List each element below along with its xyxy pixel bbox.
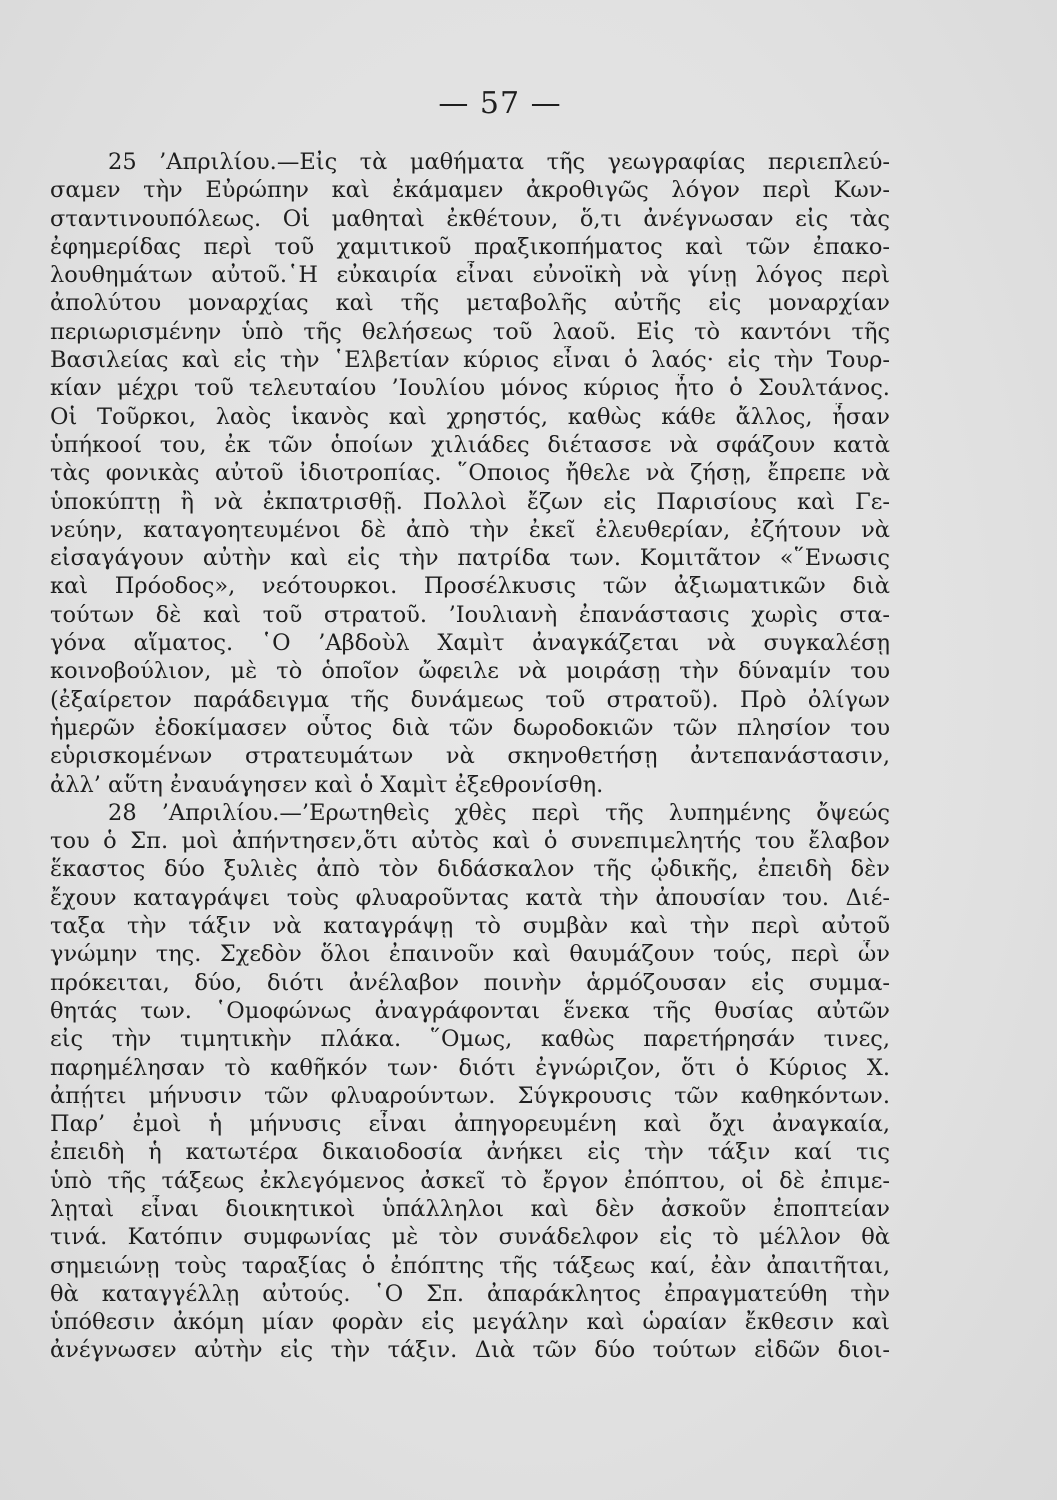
text-line: ἀπῄτει μήνυσιν τῶν φλυαρούντων. Σύγκρουσις τῶν καθηκόντων.: [50, 1082, 890, 1109]
text-line: 28 ’Απριλίου.—’Ερωτηθεὶς χθὲς περὶ τῆς λυπημένης ὄψεώς: [108, 799, 890, 826]
text-line: 25 ’Απριλίου.—Εἰς τὰ μαθήματα τῆς γεωγραφίας περιεπλεύ-: [108, 149, 890, 175]
text-line: λουθημάτων αὐτοῦ.῾Η εὐκαιρία εἶναι εὐνοϊκὴ νὰ γίνῃ λόγος περὶ: [50, 262, 890, 289]
text-line: γόνα αἵματος. ῾Ο ’Αβδοὺλ Χαμὶτ ἀναγκάζεται νὰ συγκαλέσῃ: [50, 630, 890, 657]
text-line: Οἱ Τοῦρκοι, λαὸς ἱκανὸς καὶ χρηστός, καθὼς κάθε ἄλλος, ἦσαν: [50, 403, 890, 430]
text-line: του ὁ Σπ. μοὶ ἀπήντησεν,ὅτι αὐτὸς καὶ ὁ συνεπιμελητής του ἔλαβον: [50, 828, 890, 855]
text-line: ὑπήκοοί του, ἐκ τῶν ὁποίων χιλιάδες διέτασσε νὰ σφάζουν κατὰ: [50, 431, 890, 458]
text-line: ἐπειδὴ ἡ κατωτέρα δικαιοδοσία ἀνήκει εἰς τὴν τάξιν καί τις: [50, 1139, 890, 1166]
text-line: ὑπόθεσιν ἀκόμη μίαν φορὰν εἰς μεγάλην καὶ ὡραίαν ἔκθεσιν καὶ: [50, 1309, 890, 1336]
text-line: πρόκειται, δύο, διότι ἀνέλαβον ποινὴν ἁρμόζουσαν εἰς συμμα-: [50, 969, 890, 996]
text-line: σημειώνῃ τοὺς ταραξίας ὁ ἐπόπτης τῆς τάξεως καί, ἐὰν ἀπαιτῆται,: [50, 1252, 890, 1279]
text-line: Παρ’ ἐμοὶ ἡ μήνυσις εἶναι ἀπηγορευμένη καὶ ὄχι ἀναγκαία,: [50, 1111, 890, 1138]
text-line: Βασιλείας καὶ εἰς τὴν ῾Ελβετίαν κύριος εἶναι ὁ λαός· εἰς τὴν Τουρ-: [50, 347, 890, 374]
text-line: θὰ καταγγέλλῃ αὐτούς. ῾Ο Σπ. ἀπαράκλητος ἐπραγματεύθη τὴν: [50, 1280, 890, 1307]
text-line: κοινοβούλιον, μὲ τὸ ὁποῖον ὤφειλε νὰ μοιράσῃ τὴν δύναμίν του: [50, 658, 890, 685]
text-line: ἔχουν καταγράψει τοὺς φλυαροῦντας κατὰ τὴν ἀπουσίαν του. Διέ-: [50, 884, 890, 911]
text-line: ἐφημερίδας περὶ τοῦ χαμιτικοῦ πραξικοπήματος καὶ τῶν ἐπακο-: [50, 233, 890, 260]
text-line: τούτων δὲ καὶ τοῦ στρατοῦ. ’Ιουλιανὴ ἐπανάστασις χωρὶς στα-: [50, 601, 890, 628]
text-line: σαμεν τὴν Εὐρώπην καὶ ἐκάμαμεν ἀκροθιγῶς λόγον περὶ Κων-: [50, 177, 890, 204]
text-line: τινά. Κατόπιν συμφωνίας μὲ τὸν συνάδελφον εἰς τὸ μέλλον θὰ: [50, 1224, 890, 1251]
text-line: ἡμερῶν ἐδοκίμασεν οὗτος διὰ τῶν δωροδοκιῶν τῶν πλησίον του: [50, 714, 890, 741]
text-line: ἀπολύτου μοναρχίας καὶ τῆς μεταβολῆς αὐτῆς εἰς μοναρχίαν: [50, 290, 890, 317]
text-line: κίαν μέχρι τοῦ τελευταίου ’Ιουλίου μόνος κύριος ἦτο ὁ Σουλτάνος.: [50, 375, 890, 402]
text-line: ὑπὸ τῆς τάξεως ἐκλεγόμενος ἀσκεῖ τὸ ἔργον ἐπόπτου, οἱ δὲ ἐπιμε-: [50, 1167, 890, 1194]
text-line: (ἐξαίρετον παράδειγμα τῆς δυνάμεως τοῦ στρατοῦ). Πρὸ ὀλίγων: [50, 686, 890, 713]
body-text: [50, 148, 890, 1365]
text-line: σταντινουπόλεως. Οἱ μαθηταὶ ἐκθέτουν, ὅ,τι ἀνέγνωσαν εἰς τὰς: [50, 205, 890, 232]
text-line: ἕκαστος δύο ξυλιὲς ἀπὸ τὸν διδάσκαλον τῆς ᾠδικῆς, ἐπειδὴ δὲν: [50, 856, 890, 883]
text-line: εἰσαγάγουν αὐτὴν καὶ εἰς τὴν πατρίδα των. Κομιτᾶτον «῞Ενωσις: [50, 545, 890, 572]
text-line: θητάς των. ῾Ομοφώνως ἀναγράφονται ἕνεκα τῆς θυσίας αὐτῶν: [50, 997, 890, 1024]
text-line: γνώμην της. Σχεδὸν ὅλοι ἐπαινοῦν καὶ θαυμάζουν τούς, περὶ ὧν: [50, 941, 890, 968]
text-line: εὑρισκομένων στρατευμάτων νὰ σκηνοθετήσῃ ἀντεπανάστασιν,: [50, 743, 890, 770]
text-line: παρημέλησαν τὸ καθῆκόν των· διότι ἐγνώριζον, ὅτι ὁ Κύριος Χ.: [50, 1054, 890, 1081]
text-line: νεύην, καταγοητευμένοι δὲ ἀπὸ τὴν ἐκεῖ ἐλευθερίαν, ἐζήτουν νὰ: [50, 516, 890, 543]
page-number: — 57 —: [438, 86, 562, 121]
text-line: εἰς τὴν τιμητικὴν πλάκα. ῞Ομως, καθὼς παρετήρησάν τινες,: [50, 1026, 890, 1053]
text-line: ἀλλ’ αὕτη ἐναυάγησεν καὶ ὁ Χαμὶτ ἐξεθρονίσθη.: [50, 771, 604, 798]
text-line: περιωρισμένην ὑπὸ τῆς θελήσεως τοῦ λαοῦ. Εἰς τὸ καντόνι τῆς: [50, 318, 890, 345]
text-line: ὑποκύπτῃ ἢ νὰ ἐκπατρισθῇ. Πολλοὶ ἔζων εἰς Παρισίους καὶ Γε-: [50, 488, 890, 515]
text-line: ἀνέγνωσεν αὐτὴν εἰς τὴν τάξιν. Διὰ τῶν δύο τούτων εἰδῶν διοι-: [50, 1337, 890, 1364]
text-line: λῃταὶ εἶναι διοικητικοὶ ὑπάλληλοι καὶ δὲν ἀσκοῦν ἐποπτείαν: [50, 1195, 890, 1222]
text-line: τὰς φονικὰς αὐτοῦ ἰδιοτροπίας. ῞Οποιος ἤθελε νὰ ζήσῃ, ἔπρεπε νὰ: [50, 460, 890, 487]
text-line: ταξα τὴν τάξιν νὰ καταγράψῃ τὸ συμβὰν καὶ τὴν περὶ αὐτοῦ: [50, 913, 890, 940]
text-line: καὶ Πρόοδος», νεότουρκοι. Προσέλκυσις τῶν ἀξιωματικῶν διὰ: [50, 573, 890, 600]
